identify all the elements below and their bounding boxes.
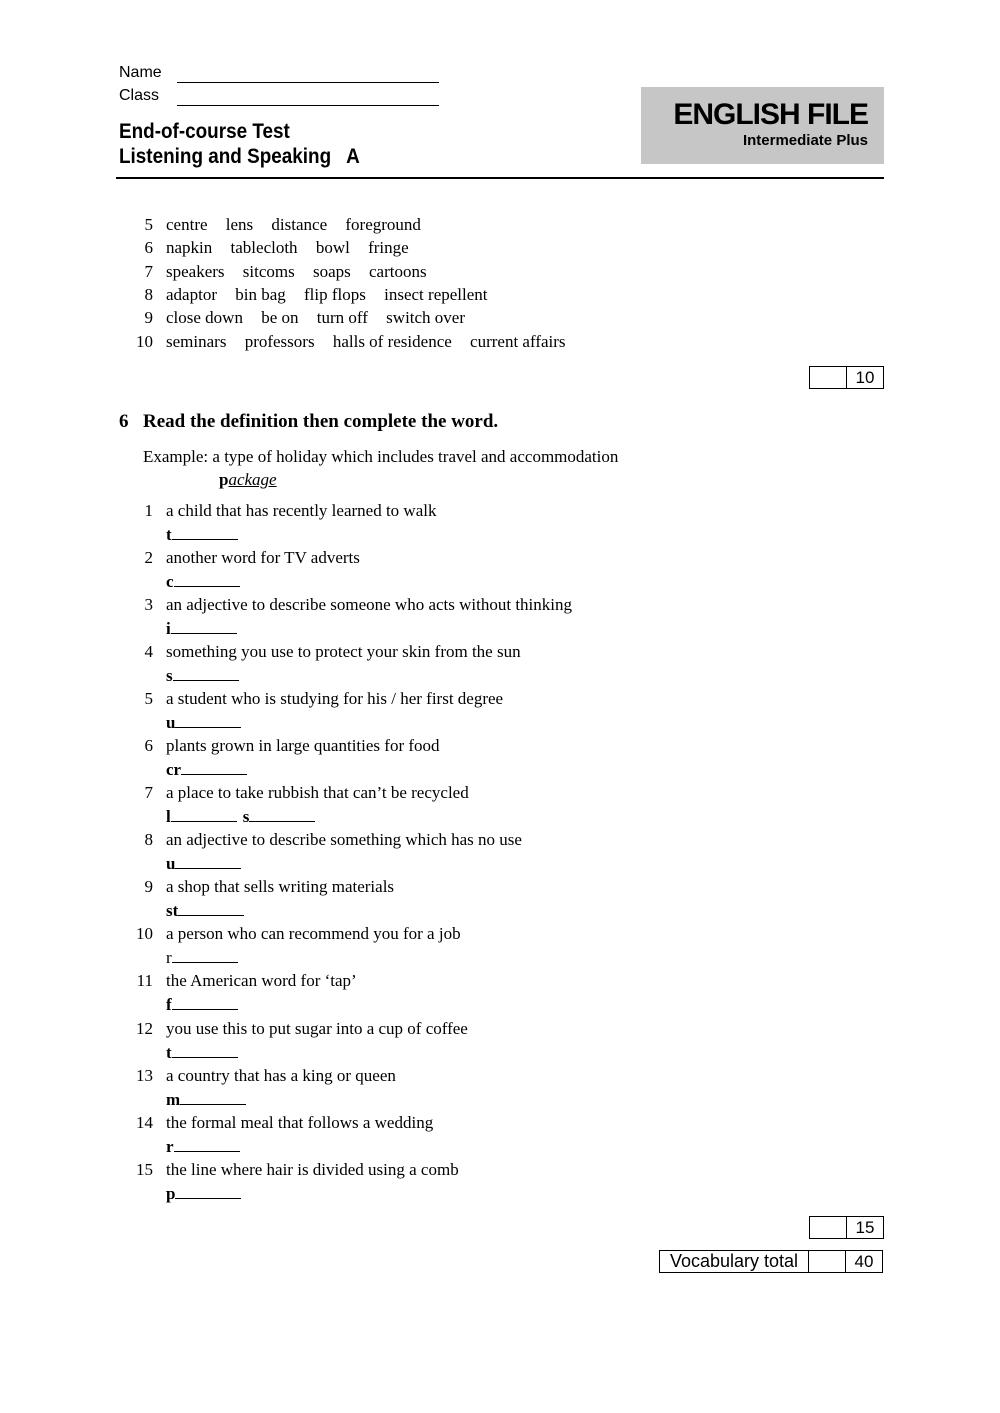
question-number: 1	[144, 501, 153, 520]
question-number: 8	[144, 830, 153, 849]
word-option[interactable]: lens	[225, 215, 254, 234]
answer-prefix: s	[166, 666, 173, 685]
answer-field[interactable]	[166, 524, 238, 546]
question-definition: plants grown in large quantities for food	[166, 736, 440, 755]
question-number: 15	[136, 1160, 153, 1179]
answer-field[interactable]	[166, 1089, 246, 1111]
answer-blank[interactable]	[171, 806, 237, 822]
row-number: 6	[144, 238, 153, 257]
word-option[interactable]: foreground	[345, 215, 421, 234]
total-max: 40	[854, 1252, 874, 1271]
question-number: 4	[144, 642, 153, 661]
answer-blank[interactable]	[181, 759, 247, 775]
question-number: 6	[144, 736, 153, 755]
answer-prefix: u	[166, 854, 176, 873]
word-option[interactable]: professors	[244, 332, 315, 351]
word-option[interactable]: fringe	[368, 238, 409, 257]
class-field[interactable]	[119, 87, 177, 105]
section5-score-box	[809, 366, 884, 389]
word-list-row	[119, 331, 566, 353]
word-option[interactable]: turn off	[316, 308, 368, 327]
question-definition: the line where hair is divided using a comb	[166, 1160, 459, 1179]
answer-field[interactable]	[166, 900, 244, 922]
answer-prefix: f	[166, 995, 172, 1014]
question-definition: an adjective to describe someone who acts without thinking	[166, 595, 573, 614]
word-option[interactable]: bowl	[315, 238, 350, 257]
answer-prefix-2: s	[242, 807, 250, 826]
word-option[interactable]: close down	[166, 308, 243, 327]
answer-prefix: st	[166, 901, 179, 920]
word-option[interactable]: flip flops	[304, 285, 366, 304]
answer-field[interactable]	[166, 618, 237, 640]
answer-prefix: t	[166, 1043, 172, 1062]
answer-blank[interactable]	[178, 900, 244, 916]
word-option[interactable]: centre	[166, 215, 208, 234]
answer-prefix: r	[166, 1137, 174, 1156]
word-option[interactable]: halls of residence	[332, 332, 452, 351]
question-definition: a child that has recently learned to walk	[166, 501, 437, 520]
answer-prefix: t	[166, 525, 172, 544]
class-label: Class	[119, 87, 160, 104]
word-list-row	[119, 261, 427, 283]
word-option[interactable]: insect repellent	[384, 285, 488, 304]
total-input[interactable]	[809, 1251, 846, 1272]
word-list-row	[119, 237, 409, 259]
row-number: 9	[144, 308, 153, 327]
answer-prefix: r	[166, 948, 172, 967]
question-number: 10	[136, 924, 153, 943]
answer-prefix: c	[166, 572, 174, 591]
answer-prefix: u	[166, 713, 176, 732]
answer-blank[interactable]	[180, 1089, 246, 1105]
answer-field[interactable]	[166, 947, 238, 969]
score-max: 10	[855, 368, 875, 387]
word-option[interactable]: seminars	[166, 332, 227, 351]
section-instruction: Read the definition then complete the word.	[143, 411, 499, 432]
name-field[interactable]	[119, 64, 177, 82]
answer-blank[interactable]	[175, 1183, 241, 1199]
answer-blank[interactable]	[171, 618, 237, 634]
answer-field[interactable]	[166, 994, 238, 1016]
answer-blank[interactable]	[172, 947, 238, 963]
question-definition: an adjective to describe something which has no use	[166, 830, 522, 849]
question-number: 3	[144, 595, 153, 614]
answer-blank[interactable]	[174, 1136, 240, 1152]
section6-score-box	[809, 1216, 884, 1239]
row-number: 10	[136, 332, 153, 351]
name-label: Name	[119, 64, 162, 81]
section-6-heading	[119, 411, 498, 433]
answer-blank[interactable]	[172, 994, 238, 1010]
question-definition: something you use to protect your skin from the sun	[166, 642, 521, 661]
word-option[interactable]: soaps	[312, 262, 351, 281]
example-answer	[219, 469, 277, 491]
answer-field[interactable]	[166, 712, 241, 734]
question-number: 5	[144, 689, 153, 708]
word-option[interactable]: adaptor	[166, 285, 217, 304]
question-definition: a shop that sells writing materials	[166, 877, 395, 896]
score-max: 15	[855, 1218, 875, 1237]
question-definition: a country that has a king or queen	[166, 1066, 396, 1085]
vocabulary-total-box	[659, 1250, 883, 1273]
answer-prefix: p	[166, 1184, 176, 1203]
word-option[interactable]: tablecloth	[230, 238, 298, 257]
example-text: Example: a type of holiday which includes travel and accommodation	[143, 447, 619, 466]
question-number: 7	[144, 783, 153, 802]
word-option[interactable]: distance	[271, 215, 328, 234]
score-input[interactable]	[810, 367, 847, 388]
question-definition: the formal meal that follows a wedding	[166, 1113, 434, 1132]
answer-blank[interactable]	[174, 571, 240, 587]
english-file-logo	[641, 87, 884, 164]
row-number: 8	[144, 285, 153, 304]
example-completion: ackage	[228, 470, 277, 489]
test-title	[119, 119, 360, 169]
question-definition: you use this to put sugar into a cup of coffee	[166, 1019, 468, 1038]
answer-prefix: i	[166, 619, 171, 638]
word-option[interactable]: speakers	[166, 262, 225, 281]
answer-blank[interactable]	[173, 665, 239, 681]
example-prefix: p	[219, 470, 229, 489]
question-definition: a student who is studying for his / her first degree	[166, 689, 504, 708]
word-option[interactable]: cartoons	[369, 262, 427, 281]
answer-field[interactable]	[166, 759, 247, 781]
question-number: 9	[144, 877, 153, 896]
answer-field[interactable]	[166, 665, 239, 687]
answer-blank[interactable]	[172, 1042, 238, 1058]
question-definition: the American word for ‘tap’	[166, 971, 357, 990]
answer-blank[interactable]	[172, 524, 238, 540]
score-input[interactable]	[810, 1217, 847, 1238]
word-option[interactable]: switch over	[386, 308, 466, 327]
word-option[interactable]: current affairs	[470, 332, 566, 351]
answer-field[interactable]	[166, 571, 240, 593]
question-number: 2	[144, 548, 153, 567]
row-number: 7	[144, 262, 153, 281]
question-definition: a person who can recommend you for a job	[166, 924, 461, 943]
title-line-2: Listening and Speaking A	[119, 145, 360, 168]
logo-main-text: ENGLISH FILE	[673, 98, 868, 131]
section-number: 6	[119, 411, 129, 432]
title-line-1: End-of-course Test	[119, 120, 290, 143]
question-number: 13	[136, 1066, 153, 1085]
answer-field[interactable]	[166, 1136, 240, 1158]
question-definition: another word for TV adverts	[166, 548, 360, 567]
question-number: 14	[136, 1113, 153, 1132]
class-line[interactable]	[177, 105, 439, 106]
answer-prefix: l	[166, 807, 171, 826]
answer-prefix: cr	[166, 760, 182, 779]
word-option[interactable]: be on	[261, 308, 299, 327]
answer-blank-2[interactable]	[249, 806, 315, 822]
answer-field[interactable]	[166, 1183, 241, 1205]
question-number: 12	[136, 1019, 153, 1038]
vocabulary-total-label: Vocabulary total	[660, 1251, 809, 1272]
answer-blank[interactable]	[175, 853, 241, 869]
word-list-row	[119, 307, 466, 329]
logo-sub-text: Intermediate Plus	[742, 132, 868, 149]
question-number: 11	[136, 971, 153, 990]
answer-blank[interactable]	[175, 712, 241, 728]
answer-field[interactable]	[166, 806, 315, 828]
word-list-row	[119, 284, 488, 306]
answer-field[interactable]	[166, 853, 241, 875]
header-divider	[116, 177, 884, 179]
word-list-row	[119, 214, 421, 236]
answer-prefix: m	[166, 1090, 181, 1109]
answer-field[interactable]	[166, 1042, 238, 1064]
word-option[interactable]: napkin	[166, 238, 213, 257]
row-number: 5	[144, 215, 153, 234]
word-option[interactable]: sitcoms	[242, 262, 295, 281]
name-line[interactable]	[177, 82, 439, 83]
question-definition: a place to take rubbish that can’t be recycled	[166, 783, 469, 802]
word-option[interactable]: bin bag	[235, 285, 286, 304]
